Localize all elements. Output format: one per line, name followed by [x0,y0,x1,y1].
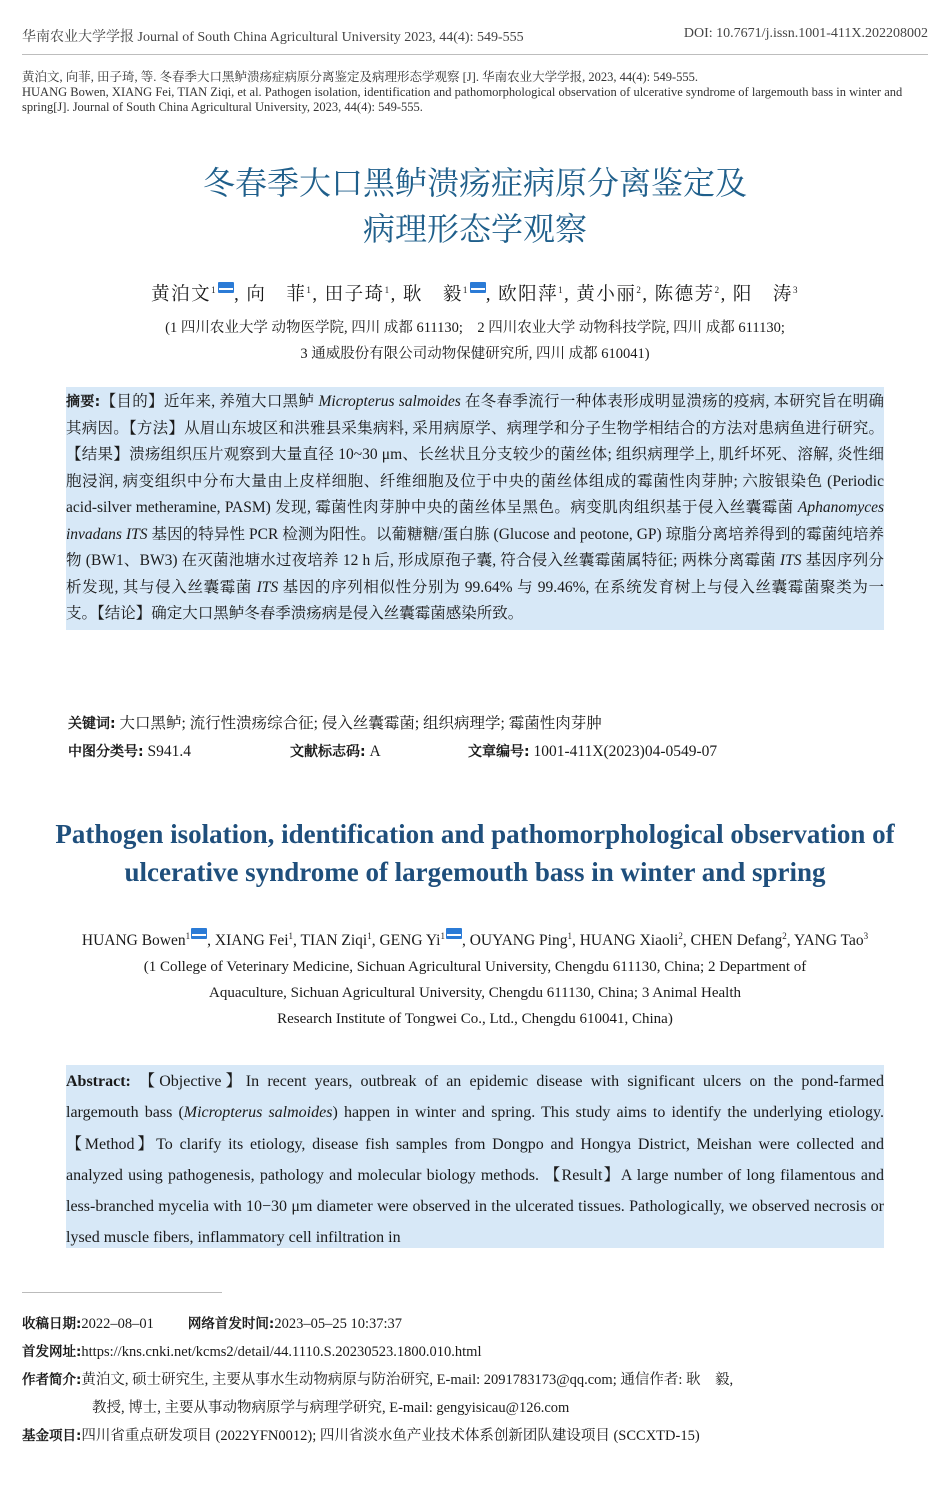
author-name: 黄小丽 [576,285,637,305]
dates-row [22,1310,928,1338]
doi[interactable]: DOI: 10.7671/j.issn.1001-411X.202208002 [683,26,928,41]
doc-code-label: 文献标志码: [290,744,366,760]
affiliation-en-line2: Aquaculture, Sichuan Agricultural University, Chengdu 611130, China; 3 Animal Health [209,985,741,1001]
abstract-cn-text: 在冬春季流行一种体表形成明显溃疡的疫病, 本研究旨在明确其病因。【方法】从眉山东坡区和洪雅县采集病料, 采用病原学、病理学和分子生物学相结合的方法对患病鱼进行研究。【结果】溃疡组织压片观察到大量直径 10~30 μm、长丝状且分支较少的菌丝体; 组织病理学上, 肌纤坏死、溶解, 炎性细胞浸润, 病变组织中分布大量由上皮样细胞、纤维细胞及位于中央的菌丝体组成的霉菌性肉芽肿; 六胺银染色 (Periodic acid-silver metheramine, PASM) 发现, 霉菌性肉芽肿中央的菌丝体呈黑色。病变肌肉组织基于侵入丝囊霉菌 [66,393,884,516]
received-value: 2022–08–01 [81,1316,154,1332]
abstract-en-text: ) happen in winter and spring. This study aims to identify the underlying etiology. 【Method】To clarify its etiology, disease fish samples from Dongpo and Hongya District, Meishan were collected and analyzed using pathogenesis, pathology and molecular biology methods. 【Result】A large number of long filamentous and less-branched mycelia with 10−30 μm diameter were observed in the ulcerated tissues. Pathologically, we observed necrosis or lysed muscle fibers, inflammatory cell infiltration in [66,1104,884,1247]
authors-en [20,928,930,950]
separator: , [682,932,691,950]
separator: , [207,932,215,950]
separator: , [293,932,301,950]
separator: , [312,285,325,305]
authors-cn [20,280,930,306]
title-en-line1: Pathogen isolation, identification and pathomorphological observation of [55,819,895,849]
author-name: 阳 涛 [732,285,793,305]
fund-value: 四川省重点研发项目 (2022YFN0012); 四川省淡水鱼产业技术体系创新团队建设项目 (SCCXTD-15) [81,1428,700,1444]
online-value: 2023–05–25 10:37:37 [274,1316,402,1332]
cn-author [576,285,654,305]
abstract-en-text: 【Objective】In recent years, outbreak of an epidemic disease with significant ulcers on the pond-farmed largemouth bass ( [66,1073,884,1122]
affiliation-sup: 1 [558,284,565,295]
abstract-cn-label: 摘要: [66,394,101,410]
affiliation-sup: 2 [636,284,643,295]
affiliation-cn [20,315,930,367]
article-number [468,738,717,766]
species-name: Aphanomyces invadans ITS [66,499,884,543]
abstract-en-label: Abstract: [66,1073,131,1090]
author-name: HUANG Xiaoli [579,932,679,950]
separator: , [786,932,794,950]
separator: , [485,285,499,305]
affiliation-sup: 3 [792,284,799,295]
mail-icon[interactable] [470,282,486,293]
author-name: 田子琦 [324,285,385,305]
article-number-label: 文章编号: [468,744,530,760]
en-author [691,932,794,949]
url-label: 首发网址: [22,1344,82,1360]
author-name: OUYANG Ping [469,932,568,950]
cn-author [403,285,498,305]
journal-info: 华南农业大学学报 Journal of South China Agricultural University 2023, 44(4): 549-555 [22,30,524,45]
en-author [215,932,301,949]
affiliation-sup: 3 [863,931,869,941]
citation-en: HUANG Bowen, XIANG Fei, TIAN Ziqi, et al. Pathogen isolation, identification and pathomorphological observation of ulcerative syndrome of largemouth bass in winter and spring[J]. Journal of South China Agricultural University, 2023, 44(4): 549-555. [22,85,903,114]
author-name: GENG Yi [379,932,441,950]
clc [68,738,290,766]
clc-label: 中图分类号: [68,744,144,760]
separator: , [571,932,580,950]
affiliation-sup: 2 [782,931,787,941]
running-header [22,26,928,48]
author-bio-row [22,1366,928,1394]
cn-author [498,285,576,305]
affiliation-sup: 1 [185,931,191,941]
en-author [379,932,469,949]
doc-code [290,738,468,766]
author-name: HUANG Bowen [81,932,186,950]
article-number-value: 1001-411X(2023)04-0549-07 [533,743,718,760]
en-author [301,932,380,949]
abstract-cn [66,387,884,630]
cn-author [655,285,733,305]
abstract-cn-text: 【目的】近年来, 养殖大口黑鲈 [100,393,319,410]
abstract-cn-text: 基因序列分析发现, 其与侵入丝囊霉菌 [66,552,884,596]
abstract-cn-text: 基因的序列相似性分别为 99.64% 与 99.46%, 在系统发育树上与侵入丝囊霉菌聚类为一支。【结论】确定大口黑鲈冬春季溃疡病是侵入丝囊霉菌感染所致。 [66,578,884,622]
affiliation-sup: 2 [678,931,683,941]
keywords-label: 关键词: [68,716,116,732]
mail-icon[interactable] [218,282,234,293]
separator: , [642,285,655,305]
classification-row [68,738,910,766]
gene-name: ITS [256,578,279,596]
affiliation-sup: 1 [440,931,445,941]
footnotes [22,1310,928,1450]
affiliation-sup: 2 [714,284,721,295]
author-name: 耿 毅 [402,285,463,305]
author-name: YANG Tao [793,932,864,950]
separator: , [390,285,403,305]
affiliation-sup: 1 [288,931,294,941]
affiliation-en-line3: Research Institute of Tongwei Co., Ltd., Chengdu 610041, China) [277,1011,673,1027]
header-rule [22,54,928,55]
affiliation-en-line1: (1 College of Veterinary Medicine, Sichuan Agricultural University, Chengdu 611130, China; 2 Department of [143,959,807,975]
affiliation-sup: 1 [384,284,391,295]
title-en [0,815,950,891]
gene-name: ITS [779,552,802,569]
cn-author [246,285,324,305]
affiliation-sup: 1 [211,284,218,295]
separator: , [234,285,247,305]
separator: , [720,285,733,305]
title-cn-line1: 冬春季大口黑鲈溃疡症病原分离鉴定及 [202,164,747,202]
affiliation-sup: 1 [567,931,572,941]
citation-block [22,70,928,115]
keywords-text: 大口黑鲈; 流行性溃疡综合征; 侵入丝囊霉菌; 组织病理学; 霉菌性肉芽肿 [119,715,602,732]
author-name: 欧阳萍 [498,285,559,305]
bio-line1: 黄泊文, 硕士研究生, 主要从事水生动物病原与防治研究, E-mail: 2091783173@qq.com; 通信作者: 耿 毅, [81,1372,734,1388]
mail-icon[interactable] [191,928,207,939]
author-name: TIAN Ziqi [300,932,368,950]
citation-cn: 黄泊文, 向菲, 田子琦, 等. 冬春季大口黑鲈溃疡症病原分离鉴定及病理形态学观察 [J]. 华南农业大学学报, 2023, 44(4): 549-555. [22,70,699,84]
affiliation-sup: 1 [306,284,313,295]
received-label: 收稿日期: [22,1316,82,1332]
author-name: 黄泊文 [151,285,212,305]
en-author [580,932,691,949]
species-name: Micropterus salmoides [318,393,461,410]
title-cn [0,160,950,252]
author-name: 向 菲 [246,285,307,305]
en-author [82,932,215,949]
affiliation-en [60,954,890,1032]
species-name: Micropterus salmoides [183,1104,333,1122]
affiliation-cn-line1: (1 四川农业大学 动物医学院, 四川 成都 611130; 2 四川农业大学 动物科技学院, 四川 成都 611130; [165,320,785,336]
en-author [470,932,580,949]
affiliation-sup: 1 [462,284,469,295]
author-name: CHEN Defang [690,932,783,950]
cn-author [325,285,403,305]
affiliation-cn-line2: 3 通威股份有限公司动物保健研究所, 四川 成都 610041) [300,346,650,362]
cn-author [733,285,799,305]
fund-label: 基金项目: [22,1428,82,1444]
online-label: 网络首发时间: [187,1316,275,1332]
author-name: 陈德芳 [654,285,715,305]
first-release-url[interactable]: https://kns.cnki.net/kcms2/detail/44.1110.S.20230523.1800.010.html [81,1344,482,1360]
author-bio-row2: 教授, 博士, 主要从事动物病原学与病理学研究, E-mail: gengyisicau@126.com [92,1400,570,1416]
mail-icon[interactable] [446,928,462,939]
cn-author [151,285,246,305]
bio-label: 作者简介: [22,1372,82,1388]
url-row [22,1338,928,1366]
keywords-row [68,710,910,738]
author-name: XIANG Fei [214,932,289,950]
fund-row [22,1422,928,1450]
abstract-cn-text: 基因的特异性 PCR 检测为阳性。以葡糖糖/蛋白胨 (Glucose and peotone, GP) 琼脂分离培养得到的霉菌纯培养物 (BW1、BW3) 在灭菌池塘水过夜培养 12 h 后, 形成原孢子囊, 符合侵入丝囊霉菌属特征; 两株分离霉菌 [66,525,885,569]
title-en-line2: ulcerative syndrome of largemouth bass in winter and spring [124,857,826,887]
abstract-en [66,1065,884,1248]
separator: , [371,932,380,950]
footnote-rule [22,1292,222,1293]
separator: , [461,932,470,950]
clc-value: S941.4 [147,743,191,760]
separator: , [564,285,577,305]
en-author [794,932,868,949]
title-cn-line2: 病理形态学观察 [362,210,587,248]
keywords-block [68,710,910,766]
affiliation-sup: 1 [367,931,372,941]
doc-code-value: A [369,743,381,760]
